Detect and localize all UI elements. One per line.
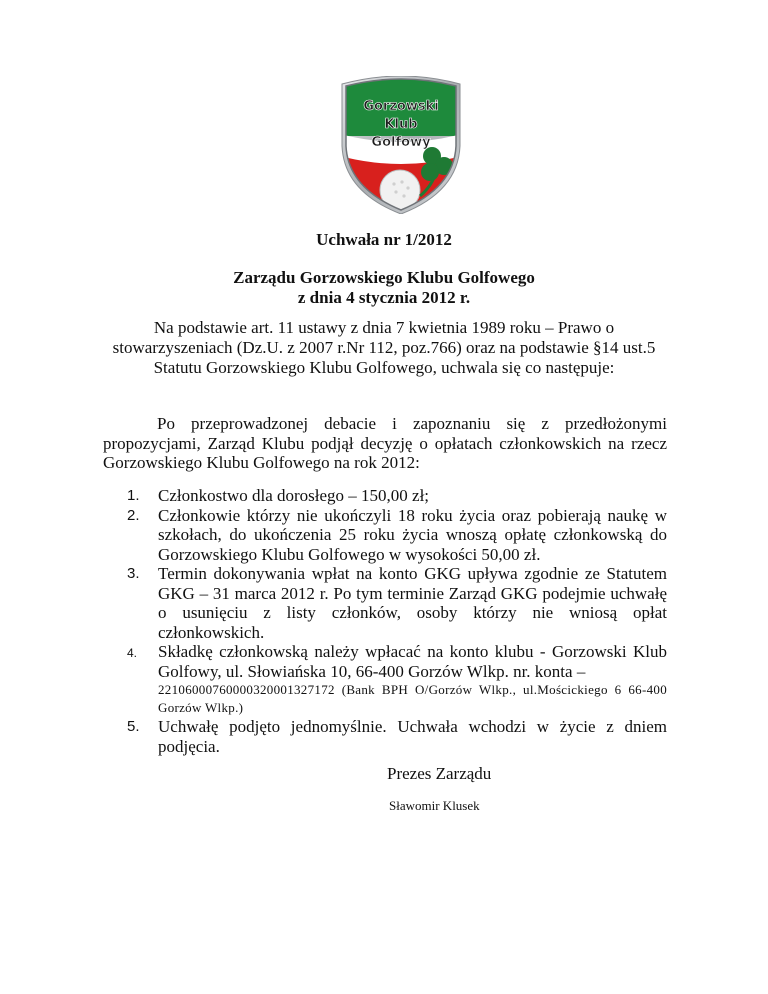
club-crest-icon [340,76,462,214]
legal-basis-line: Statutu Gorzowskiego Klubu Golfowego, uchwala się co następuje: [153,358,615,377]
bank-account-text: 22106000760000320001327172 (Bank BPH O/Gorzów Wlkp., ul.Mościckiego 6 66-400 Gorzów Wlkp.) [158,682,667,715]
item-number: 4. [127,646,138,660]
legal-basis-line: Na podstawie art. 11 ustawy z dnia 7 kwietnia 1989 roku – Prawo o [153,318,615,337]
resolution-title: Uchwała nr 1/2012 [316,230,452,249]
logo-text-line2: Klub [384,117,418,132]
item-text: Termin dokonywania wpłat na konto GKG upływa zgodnie ze Statutem GKG – 31 marca 2012 r. Po tym terminie Zarząd GKG podejmie uchwałę o usunięciu z listy członków, osoby którzy nie wniosą opłat członkowskich. [158,564,667,642]
item-number: 2. [127,506,140,524]
list-item [103,506,667,565]
date-title: z dnia 4 stycznia 2012 r. [297,288,471,307]
legal-basis [100,318,668,378]
logo-text-line1: Gorzowski [363,99,439,114]
item-number: 1. [127,487,140,504]
logo-text-line3: Golfowy [371,135,431,150]
club-logo [340,76,462,214]
signature-title: Prezes Zarządu [387,764,492,783]
item-number: 3. [127,565,140,582]
item-text: Uchwałę podjęto jednomyślnie. Uchwała wchodzi w życie z dniem podjęcia. [158,717,667,756]
list-item [103,642,667,717]
list-item [103,717,667,756]
board-title: Zarządu Gorzowskiego Klubu Golfowego [233,268,535,287]
item-text: Członkowie którzy nie ukończyli 18 roku życia oraz pobierają naukę w szkołach, do ukończenia 25 roku życia wnoszą opłatę członkowską do Gorzowskiego Klubu Golfowego w wysokości 50,00 zł. [158,505,667,564]
item-number: 5. [127,718,140,735]
resolution-items [103,486,667,756]
list-item [103,564,667,642]
list-item [103,486,667,506]
legal-basis-line: stowarzyszeniach (Dz.U. z 2007 r.Nr 112, poz.766) oraz na podstawie §14 ust.5 [112,338,656,357]
signature-name: Sławomir Klusek [389,798,480,813]
item-text: Składkę członkowską należy wpłacać na konto klubu - Gorzowski Klub Golfowy, ul. Słowiańska 10, 66-400 Gorzów Wlkp. nr. konta – [158,642,667,681]
item-text: Członkostwo dla dorosłego – 150,00 zł; [158,486,430,505]
body-paragraph: Po przeprowadzonej debacie i zapoznaniu się z przedłożonymi propozycjami, Zarząd Klubu podjął decyzję o opłatach członkowskich na rzecz Gorzowskiego Klubu Golfowego na rok 2012: [103,414,667,472]
